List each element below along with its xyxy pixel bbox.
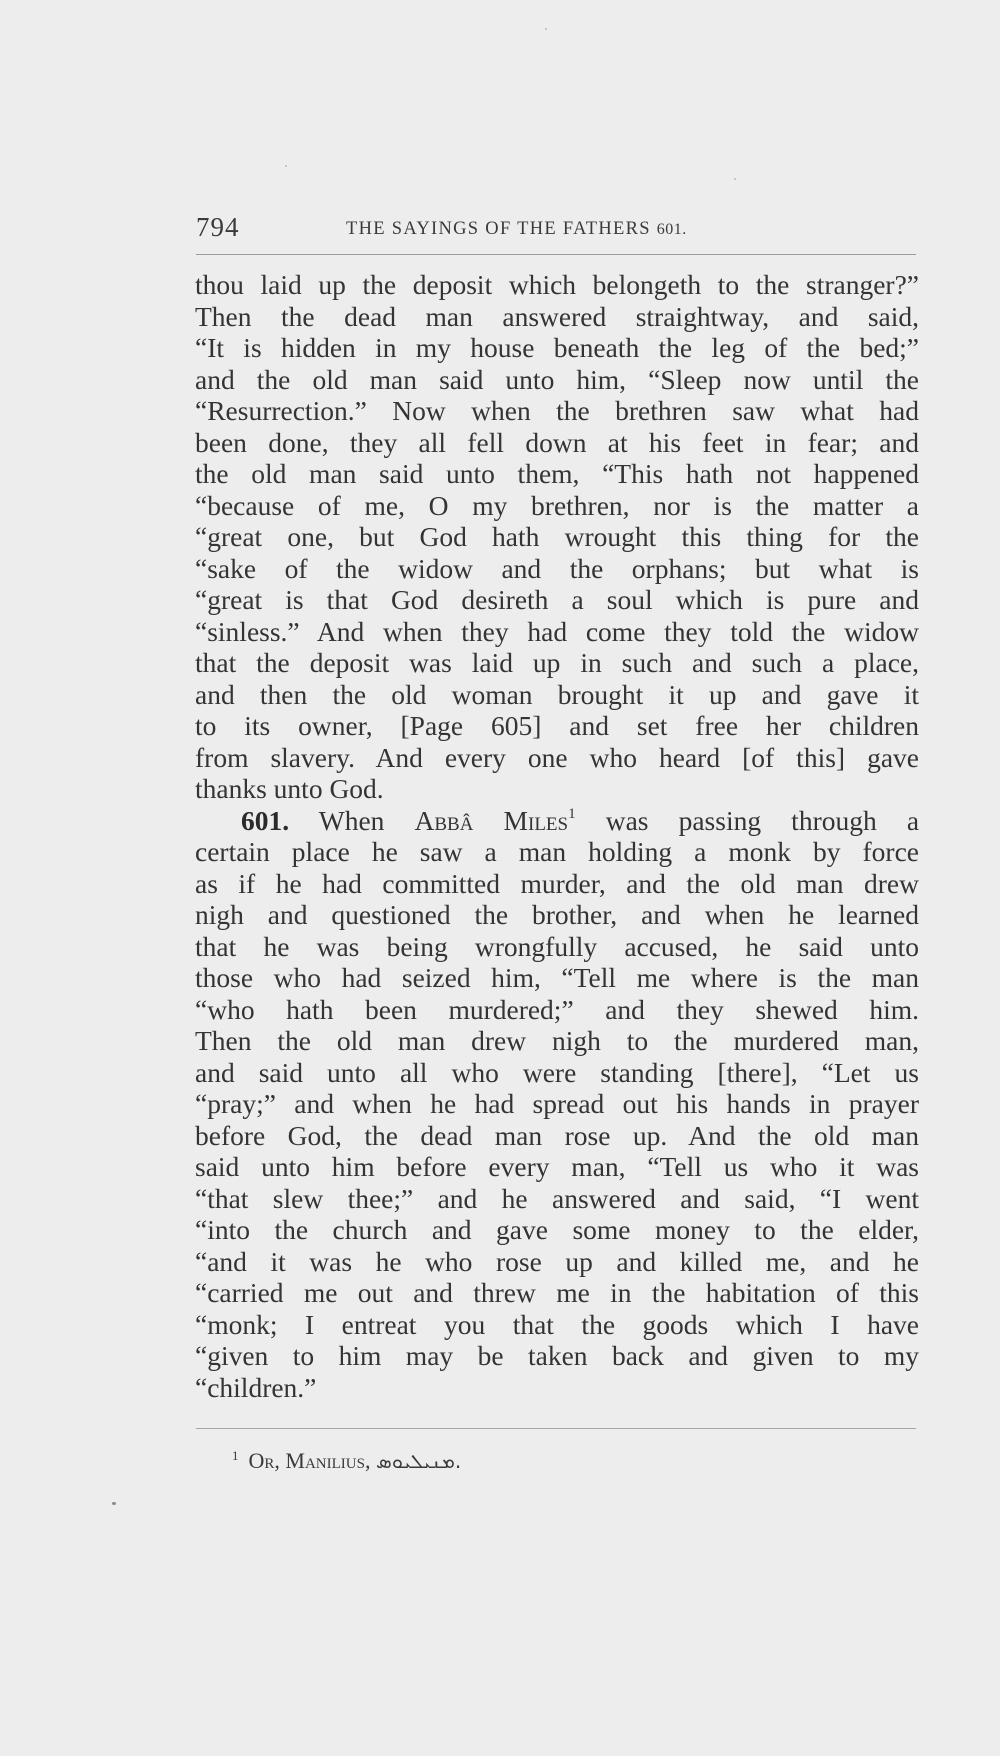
text-line: that he was being wrongfully accused, he said unto <box>195 930 919 962</box>
section-opening-words: When <box>318 804 385 836</box>
text-line: “pray;” and when he had spread out his hands in prayer <box>195 1088 919 1119</box>
text-line: “and it was he who rose up and killed me, and he <box>195 1245 919 1277</box>
footnote <box>232 1444 461 1478</box>
text-line: as if he had committed murder, and the old man drew <box>195 867 919 899</box>
page-speck <box>734 178 736 180</box>
text-line: certain place he saw a man holding a monk by force <box>195 836 919 867</box>
text-line: “carried me out and threw me in the habitation of this <box>195 1277 919 1308</box>
text-line: nigh and questioned the brother, and when he learned <box>195 899 919 930</box>
section-first-line-rest: was passing through a <box>605 804 920 836</box>
text-line: “given to him may be taken back and given to my <box>195 1340 919 1371</box>
text-line: “into the church and gave some money to the elder, <box>195 1214 919 1245</box>
text-line: the old man said unto them, “This hath not happened <box>195 458 919 489</box>
running-title-text: THE SAYINGS OF THE FATHERS <box>346 219 651 239</box>
text-line: those who had seized him, “Tell me where is the man <box>195 962 919 993</box>
text-line: “monk; I entreat you that the goods which I have <box>195 1308 919 1340</box>
text-line: thou laid up the deposit which belongeth to the stranger?” <box>195 269 919 300</box>
text-line: thanks unto God. <box>195 773 384 804</box>
text-line: “sake of the widow and the orphans; but what is <box>195 552 919 584</box>
page-speck <box>545 28 547 30</box>
text-line: from slavery. And every one who heard [of this] gave <box>195 741 919 773</box>
text-line: before God, the dead man rose up. And the old man <box>195 1119 919 1151</box>
section-first-line <box>195 805 919 837</box>
text-line: “who hath been murdered;” and they shewed him. <box>195 993 919 1025</box>
text-line: “great one, but God hath wrought this thing for the <box>195 521 919 552</box>
text-line: “because of me, O my brethren, nor is the matter a <box>195 489 919 521</box>
page-speck <box>112 1502 116 1505</box>
page-speck <box>285 165 287 167</box>
page-number: 794 <box>196 212 240 242</box>
text-line: “Resurrection.” Now when the brethren saw what had <box>195 395 919 426</box>
person-name <box>415 805 576 836</box>
footnote-syriac-word: ܡܢܝܠܝܘܣ. <box>375 1449 462 1473</box>
text-line: “that slew thee;” and he answered and said, “I went <box>195 1182 919 1214</box>
text-line: and the old man said unto him, “Sleep now until the <box>195 363 919 395</box>
text-line: that the deposit was laid up in such and such a place, <box>195 647 919 678</box>
footnote-rule <box>196 1428 916 1429</box>
running-title <box>346 219 687 240</box>
text-line: and then the old woman brought it up and gave it <box>195 678 919 710</box>
text-line: Then the dead man answered straightway, and said, <box>195 300 919 332</box>
footnote-mark: 1 <box>232 1448 239 1463</box>
section-number: 601. <box>241 804 290 836</box>
footnote-reference: 1 <box>568 805 576 822</box>
text-line: “great is that God desireth a soul which is pure and <box>195 584 919 615</box>
header-rule <box>196 254 916 255</box>
footnote-text: Or, Manilius, <box>248 1448 371 1473</box>
text-line: and said unto all who were standing [there], “Let us <box>195 1056 919 1088</box>
text-line: “children.” <box>195 1371 317 1403</box>
text-line: “sinless.” And when they had come they told the widow <box>195 615 919 647</box>
text-line: Then the old man drew nigh to the murdered man, <box>195 1025 919 1056</box>
section-reference: 601. <box>656 221 687 238</box>
text-line: said unto him before every man, “Tell us who it was <box>195 1151 919 1182</box>
person-name-text: Abbâ Miles <box>414 804 569 836</box>
page-header <box>196 212 916 252</box>
text-line: “It is hidden in my house beneath the leg of the bed;” <box>195 332 919 363</box>
text-line: been done, they all fell down at his feet in fear; and <box>195 426 919 458</box>
text-line: to its owner, [Page 605] and set free her children <box>195 710 919 741</box>
